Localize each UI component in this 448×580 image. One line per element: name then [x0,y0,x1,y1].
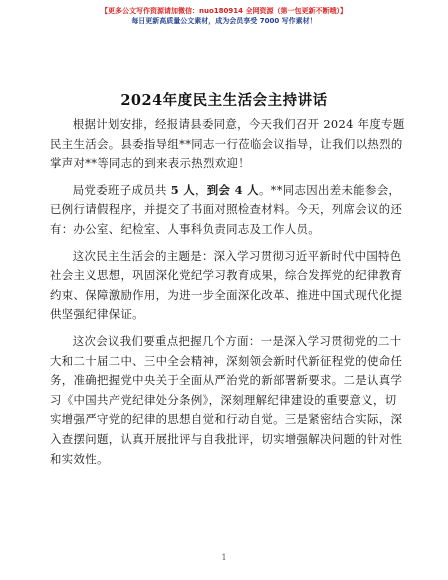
member-count: 5 人 [170,182,196,197]
promo-line-1: 【更多公文写作资源请加微信：nuo180914 全网资源（第一包更新不断哦）】 [101,7,347,15]
document-body [50,115,405,476]
promo-banner [0,6,448,26]
paragraph-attendance: 局党委班子成员共 5 人，到会 4 人。**同志因出差未能参会，已例行请假程序，并提交了书面对照检查材料。今天，列席会议的还有：办公室、纪检室、人事科负责同志及工作人员。 [50,182,403,236]
document-title: 2024年度民主生活会主持讲话 [120,92,328,109]
paragraph-key-points: 这次会议我们要重点把握几个方面：一是深入学习贯彻党的二十大和二十届二中、三中全会精神，深刻领会新时代新征程党的使命任务，准确把握党中央关于全面从严治党的新部署新要求。二是认真学习《中国共产党纪律处分条例》，深刻理解纪律建设的重要意义，切实增强严守党的纪律的思想自觉和行动自觉。三是紧密结合实际，深入查摆问题，认真开展批评与自我批评，切实增强解决问题的针对性和实效性。 [50,333,403,466]
present-count: 到会 4 人 [206,182,259,197]
promo-line-2: 每日更新高质量公文素材，成为会员享受 7000 写作素材！ [131,17,317,25]
page-number: 1 [221,553,227,562]
paragraph-theme: 这次民主生活会的主题是：深入学习贯彻习近平新时代中国特色社会主义思想，巩固深化党纪学习教育成果，综合发挥党的纪律教育约束、保障激励作用，为进一步全面深化改革、推进中国式现代化提供坚强纪律保证。 [50,248,403,322]
paragraph-opening: 根据计划安排，经报请县委同意，今天我们召开 2024 年度专题民主生活会。县委指导组**同志一行莅临会议指导，让我们以热烈的掌声对**等同志的到来表示热烈欢迎！ [50,117,405,171]
